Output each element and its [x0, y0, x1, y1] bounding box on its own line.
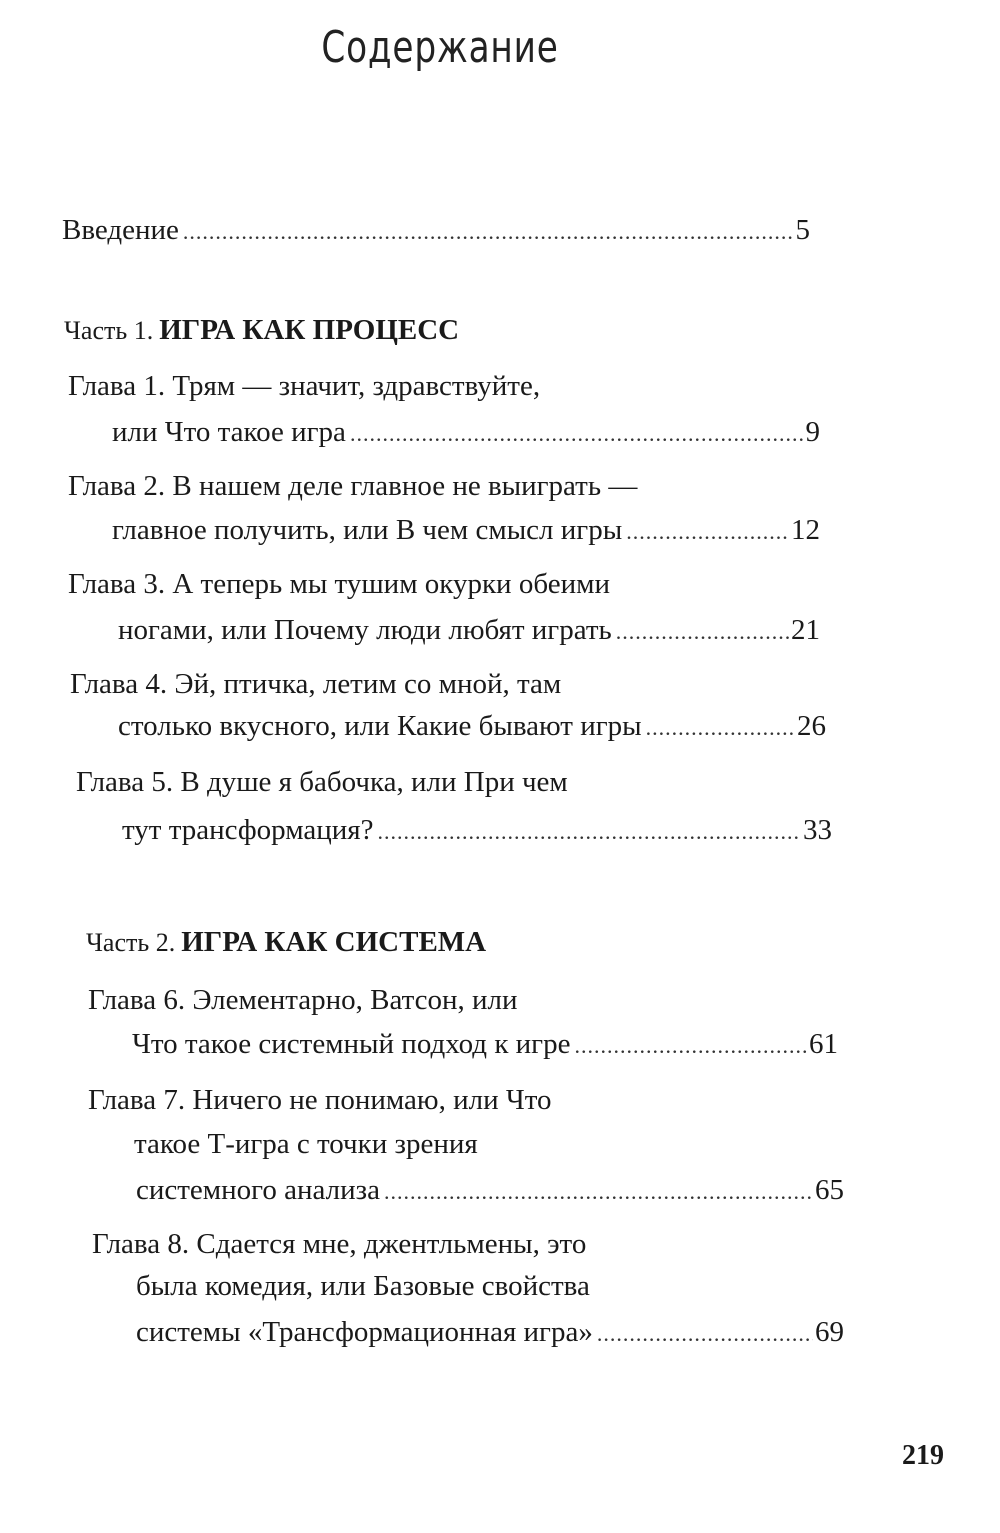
part-label: Часть 1.	[64, 316, 154, 345]
dot-leader	[384, 1172, 813, 1212]
toc-page-number: 65	[815, 1174, 844, 1206]
toc-page-number: 21	[791, 614, 820, 646]
chapter-3-entry	[118, 610, 820, 652]
chapter-3-line-1: Глава 3. А теперь мы тушим окурки обеими	[68, 568, 610, 600]
part-title: ИГРА КАК ПРОЦЕСС	[159, 314, 460, 346]
chapter-1-line-2: или Что такое игра	[112, 416, 346, 448]
dot-leader	[626, 512, 789, 552]
toc-page-number: 33	[803, 814, 832, 846]
chapter-7-line-1: Глава 7. Ничего не понимаю, или Что	[88, 1084, 552, 1116]
chapter-5-line-1: Глава 5. В душе я бабочка, или При чем	[76, 766, 568, 798]
chapter-4-line-2: столько вкусного, или Какие бывают игры	[118, 710, 642, 742]
toc-page-number: 9	[805, 416, 820, 448]
dot-leader	[616, 612, 789, 652]
part-heading-2	[86, 922, 486, 963]
dot-leader	[646, 708, 795, 748]
chapter-6-line-2: Что такое системный подход к игре	[132, 1028, 571, 1060]
chapter-6-line-1: Глава 6. Элементарно, Ватсон, или	[88, 984, 518, 1016]
page-number: 219	[902, 1440, 944, 1471]
chapter-2-entry	[112, 510, 820, 552]
chapter-4-entry	[118, 706, 826, 748]
dot-leader	[597, 1314, 813, 1354]
dot-leader	[377, 812, 801, 852]
chapter-8-line-1: Глава 8. Сдается мне, джентльмены, это	[92, 1228, 587, 1260]
toc-page-number: 26	[797, 710, 826, 742]
part-title: ИГРА КАК СИСТЕМА	[181, 926, 487, 958]
chapter-3-line-2: ногами, или Почему люди любят играть	[118, 614, 612, 646]
chapter-7-entry	[136, 1170, 844, 1212]
toc-page-number: 69	[815, 1316, 844, 1348]
toc-page-number: 12	[791, 514, 820, 546]
chapter-8-entry	[136, 1312, 844, 1354]
chapter-4-line-1: Глава 4. Эй, птичка, летим со мной, там	[70, 668, 562, 700]
toc-entry-label: Введение	[62, 214, 179, 246]
chapter-1-entry	[112, 412, 820, 454]
chapter-5-line-2: тут трансформация?	[122, 814, 374, 846]
dot-leader	[183, 212, 794, 252]
dot-leader	[350, 414, 804, 454]
chapter-5-entry	[122, 810, 832, 852]
page-title: Содержание	[321, 22, 559, 73]
dot-leader	[574, 1026, 807, 1066]
part-heading-1	[64, 310, 459, 351]
chapter-8-line-2: была комедия, или Базовые свойства	[136, 1270, 590, 1302]
chapter-2-line-1: Глава 2. В нашем деле главное не выиграть —	[68, 470, 638, 502]
chapter-1-line-1: Глава 1. Трям — значит, здравствуйте,	[68, 370, 541, 402]
chapter-8-line-3: системы «Трансформационная игра»	[136, 1316, 593, 1348]
chapter-2-line-2: главное получить, или В чем смысл игры	[112, 514, 623, 546]
chapter-7-line-2: такое Т-игра с точки зрения	[134, 1128, 478, 1160]
part-label: Часть 2.	[86, 928, 176, 957]
toc-page-number: 61	[809, 1028, 838, 1060]
chapter-6-entry	[132, 1024, 838, 1066]
chapter-7-line-3: системного анализа	[136, 1174, 380, 1206]
toc-entry-intro	[62, 210, 810, 252]
toc-page-number: 5	[795, 214, 810, 246]
